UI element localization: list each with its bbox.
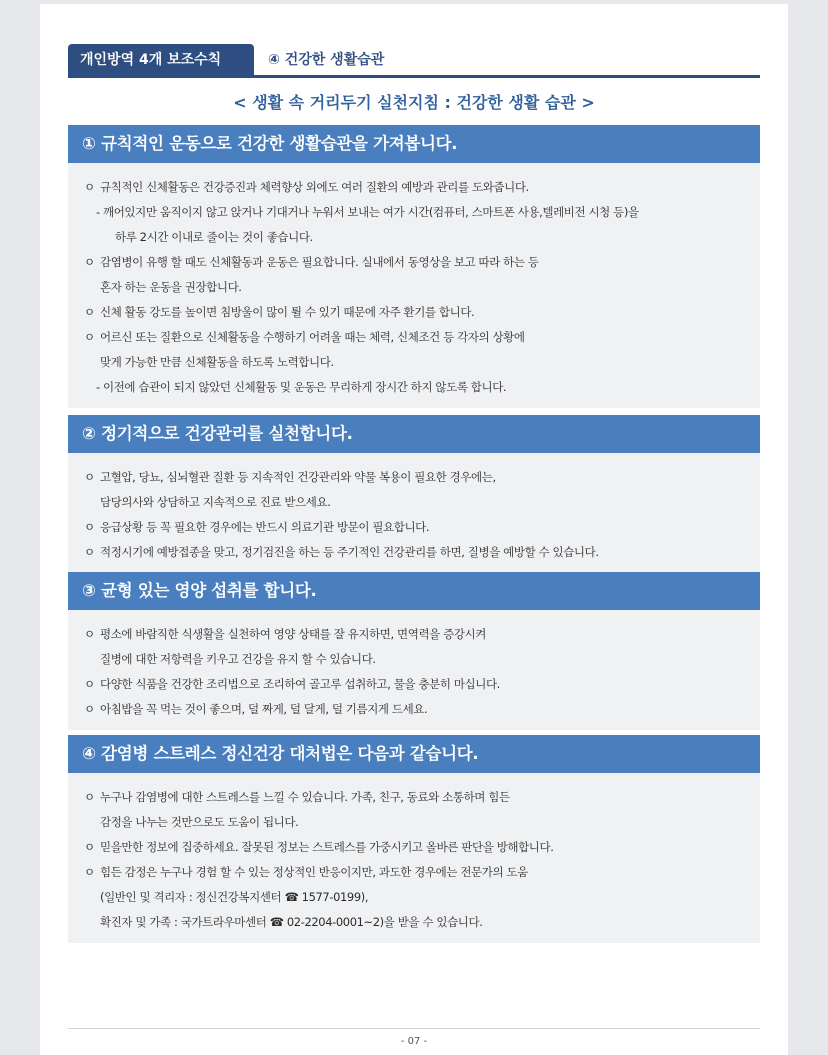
section-heading: ③ 균형 있는 영양 섭취를 합니다.	[68, 572, 760, 610]
line-text: 평소에 바람직한 식생활을 실천하여 영양 상태를 잘 유지하면, 면역력을 증강시켜	[100, 627, 486, 641]
bullet-marker: ㅇ	[84, 627, 95, 641]
header-tab: 개인방역 4개 보조수칙	[68, 44, 254, 76]
bullet-line	[84, 515, 752, 540]
bullet-line	[84, 325, 752, 350]
line-text: 적정시기에 예방접종을 맞고, 정기검진을 하는 등 주기적인 건강관리를 하면, 질병을 예방할 수 있습니다.	[100, 545, 599, 559]
bullet-line	[84, 622, 752, 647]
dash-line: - 이전에 습관이 되지 않았던 신체활동 및 운동은 무리하게 장시간 하지 않도록 합니다.	[96, 380, 507, 394]
bullet-marker: ㅇ	[84, 255, 95, 269]
bullet-marker: ㅇ	[84, 305, 95, 319]
continuation-line: 확진자 및 가족 : 국가트라우마센터 ☎ 02-2204-0001~2)을 받을 수 있습니다.	[100, 915, 483, 929]
section-exercise	[68, 125, 760, 408]
bullet-marker: ㅇ	[84, 520, 95, 534]
section-body	[68, 453, 760, 573]
continuation-line: 맞게 가능한 만큼 신체활동을 하도록 노력합니다.	[100, 355, 334, 369]
line-text: 신체 활동 강도를 높이면 침방울이 많이 튈 수 있기 때문에 자주 환기를 합니다.	[100, 305, 475, 319]
section-heading: ① 규칙적인 운동으로 건강한 생활습관을 가져봅니다.	[68, 125, 760, 163]
bullet-marker: ㅇ	[84, 545, 95, 559]
bullet-line	[84, 860, 752, 885]
section-heading: ④ 감염병 스트레스 정신건강 대처법은 다음과 같습니다.	[68, 735, 760, 773]
line-text: 규칙적인 신체활동은 건강증진과 체력향상 외에도 여러 질환의 예방과 관리를 도와줍니다.	[100, 180, 529, 194]
page-title: < 생활 속 거리두기 실천지침 : 건강한 생활 습관 >	[233, 93, 595, 112]
section-heading: ② 정기적으로 건강관리를 실천합니다.	[68, 415, 760, 453]
bullet-line	[84, 835, 752, 860]
continuation-line: 담당의사와 상담하고 지속적으로 진료 받으세요.	[100, 495, 331, 509]
line-text: 응급상황 등 꼭 필요한 경우에는 반드시 의료기관 방문이 필요합니다.	[100, 520, 430, 534]
bullet-line	[84, 697, 752, 722]
bullet-line	[84, 300, 752, 325]
continuation-line: 하루 2시간 이내로 줄이는 것이 좋습니다.	[115, 230, 313, 244]
bullet-marker: ㅇ	[84, 790, 95, 804]
bullet-marker: ㅇ	[84, 180, 95, 194]
line-text: 아침밥을 꼭 먹는 것이 좋으며, 덜 짜게, 덜 달게, 덜 기름지게 드세요.	[100, 702, 428, 716]
section-body	[68, 773, 760, 943]
line-text: 누구나 감염병에 대한 스트레스를 느낄 수 있습니다. 가족, 친구, 동료와 소통하며 힘든	[100, 790, 510, 804]
document-page	[40, 4, 788, 1055]
bullet-marker: ㅇ	[84, 865, 95, 879]
header-bar	[68, 44, 760, 78]
bullet-line	[84, 540, 752, 565]
bullet-marker: ㅇ	[84, 470, 95, 484]
section-health-management	[68, 415, 760, 573]
section-mental-health	[68, 735, 760, 943]
bullet-line	[84, 250, 752, 275]
bullet-line	[84, 175, 752, 200]
line-text: 고혈압, 당뇨, 심뇌혈관 질환 등 지속적인 건강관리와 약물 복용이 필요한 경우에는,	[100, 470, 496, 484]
line-text: 다양한 식품을 건강한 조리법으로 조리하여 골고루 섭취하고, 물을 충분히 마십니다.	[100, 677, 500, 691]
bullet-line	[84, 672, 752, 697]
continuation-line: 질병에 대한 저항력을 키우고 건강을 유지 할 수 있습니다.	[100, 652, 376, 666]
footer-divider	[68, 1028, 760, 1029]
bullet-line	[84, 465, 752, 490]
bullet-marker: ㅇ	[84, 840, 95, 854]
continuation-line: 혼자 하는 운동을 권장합니다.	[100, 280, 242, 294]
dash-line: - 깨어있지만 움직이지 않고 앉거나 기대거나 누워서 보내는 여가 시간(컴퓨터, 스마트폰 사용,텔레비전 시청 등)을	[96, 205, 639, 219]
continuation-line: 감정을 나누는 것만으로도 도움이 됩니다.	[100, 815, 299, 829]
line-text: 감염병이 유행 할 때도 신체활동과 운동은 필요합니다. 실내에서 동영상을 보고 따라 하는 등	[100, 255, 539, 269]
bullet-line	[84, 785, 752, 810]
section-nutrition	[68, 572, 760, 730]
continuation-line: (일반인 및 격리자 : 정신건강복지센터 ☎ 1577-0199),	[100, 890, 369, 904]
line-text: 믿을만한 정보에 집중하세요. 잘못된 정보는 스트레스를 가중시키고 올바른 판단을 방해합니다.	[100, 840, 554, 854]
bullet-marker: ㅇ	[84, 677, 95, 691]
page-number: - 07 -	[400, 1036, 428, 1047]
header-subtitle: ④ 건강한 생활습관	[268, 52, 385, 68]
bullet-marker: ㅇ	[84, 702, 95, 716]
bullet-marker: ㅇ	[84, 330, 95, 344]
line-text: 힘든 감정은 누구나 경험 할 수 있는 정상적인 반응이지만, 과도한 경우에는 전문가의 도움	[100, 865, 528, 879]
section-body	[68, 163, 760, 408]
line-text: 어르신 또는 질환으로 신체활동을 수행하기 어려울 때는 체력, 신체조건 등 각자의 상황에	[100, 330, 525, 344]
section-body	[68, 610, 760, 730]
